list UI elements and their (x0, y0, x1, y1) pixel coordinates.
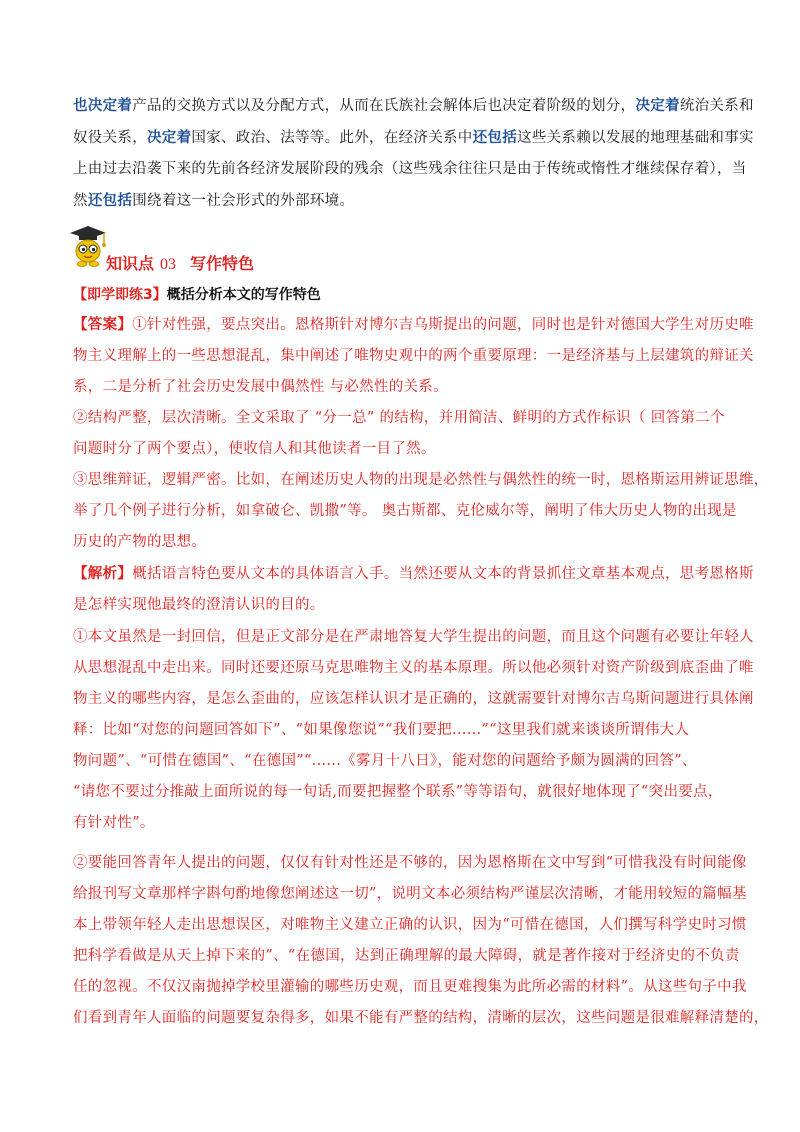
answer-block (73, 309, 769, 621)
paragraph-line: 任的忽视。不仅汉南抛掉学校里灌输的哪些历史观，而且更难搜集为此所必需的材料”。从这些句子中我 (73, 979, 747, 995)
paragraph-line: ②要能回答青年人提出的问题，仅仅有针对性还是不够的，因为恩格斯在文中写到“可惜我没有时间能像 (73, 855, 747, 871)
paragraph-line: 从思想混乱中走出来。同时还要还原马克思唯物主义的基本原理。所以他必须针对资产阶级到底歪曲了唯 (73, 660, 754, 676)
paragraph-line: 给报刊写文章那样字斟句酌地像您阐述这一切”，说明文本必须结构严谨层次清晰，才能用较短的篇幅基 (73, 886, 747, 902)
answer-line: 【答案】①针对性强，要点突出。恩格斯针对博尔吉乌斯提出的问题，同时也是针对德国大学生对历史唯 (73, 316, 754, 333)
answer-line: 历史的产物的思想。 (73, 534, 207, 550)
section-number: 03 (160, 256, 177, 273)
point-1-paragraph (73, 622, 754, 839)
paragraph-line: 物主义的哪些内容，是怎么歪曲的，应该怎样认识才是正确的，这就需要针对博尔吉乌斯问题进行具体阐 (73, 691, 754, 707)
answer-line: 物主义理解上的一些思想混乱，集中阐述了唯物史观中的两个重要原理：一是经济基与上层建筑的辩证关 (73, 348, 754, 364)
intro-line-1: 也决定着产品的交换方式以及分配方式，从而在氏族社会解体后也决定着阶级的划分，决定着统治关系和 (73, 97, 754, 114)
point-2-paragraph (73, 848, 769, 1034)
section-title: 知识点 03 写作特色 (106, 254, 255, 273)
keyword: 还包括 (87, 192, 133, 209)
intro-line-4: 然还包括围绕着这一社会形式的外部环境。 (73, 192, 355, 209)
paragraph-line: 把科学看做是从天上掉下来的”、“在德国，达到正确理解的最大障碍，就是著作接对于经济史的不负责 (73, 948, 740, 964)
answer-line: 举了几个例子进行分析，如拿破仑、凯撒”等。 奥古斯都、克伦威尔等，阐明了伟大历史人物的出现是 (73, 503, 737, 519)
paragraph-line: 有针对性”。 (73, 815, 155, 831)
practice-text: 概括分析本文的写作特色 (166, 287, 321, 303)
paragraph-line: 物问题”、“可惜在德国”、“在德国”“......《雾月十八日》，能对您的问题给予颇为圆满的回答”、 (73, 753, 697, 769)
analysis-line: 是怎样实现他最终的澄清认识的目的。 (73, 597, 325, 613)
graduate-owl-icon (66, 224, 108, 270)
intro-line-3: 上由过去沿袭下来的先前各经济发展阶段的残余（这些残余往往只是由于传统或惰性才继续保存着），当 (73, 161, 747, 177)
keyword: 也决定着 (73, 97, 133, 114)
answer-line: ②结构严整，层次清晰。全文采取了 “分一总” 的结构，并用简洁、鲜明的方式作标识（ 回答第二个 (73, 410, 725, 426)
keyword: 决定着 (147, 129, 192, 146)
paragraph-line: “请您不要过分推敲上面所说的每一句话,而要把握整个联系”等等语句，就很好地体现了“突出要点， (73, 784, 723, 800)
paragraph-line: ①本文虽然是一封回信，但是正文部分是在严肃地答复大学生提出的问题，而且这个问题有必要让年轻人 (73, 629, 754, 645)
analysis-tag: 【解析】 (73, 565, 133, 582)
keyword: 还包括 (472, 129, 518, 146)
intro-paragraph (73, 90, 754, 217)
analysis-line: 【解析】概括语言特色要从文本的具体语言入手。当然还要从文本的背景抓住文章基本观点，思考恩格斯 (73, 565, 754, 582)
keyword: 决定着 (635, 97, 680, 114)
practice-prompt (73, 284, 321, 304)
paragraph-line: 本上带领年轻人走出思想误区，对唯物主义建立正确的认识，因为“可惜在德国，人们撰写科学史时习惯 (73, 917, 747, 933)
section-heading (66, 224, 366, 274)
practice-tag: 【即学即练3】 (73, 287, 167, 303)
answer-line: ③思维辩证，逻辑严密。比如，在阐述历史人物的出现是必然性与偶然性的统一时，恩格斯运用辨证思维， (73, 472, 769, 488)
intro-line-2: 奴役关系，决定着国家、政治、法等等。此外，在经济关系中还包括这些关系赖以发展的地理基础和事实 (73, 129, 754, 146)
paragraph-line: 释：比如“对您的问题回答如下”、“如果像您说”“我们要把......”“这里我们就来谈谈所谓伟大人 (73, 722, 690, 738)
answer-tag: 【答案】 (73, 316, 133, 333)
paragraph-line: 们看到青年人面临的问题要复杂得多，如果不能有严整的结构，清晰的层次，这些问题是很难解释清楚的， (73, 1010, 769, 1026)
answer-line: 问题时分了两个要点），使收信人和其他读者一目了然。 (73, 441, 436, 457)
answer-line: 系，二是分析了社会历史发展中偶然性 与必然性的关系。 (73, 379, 448, 395)
